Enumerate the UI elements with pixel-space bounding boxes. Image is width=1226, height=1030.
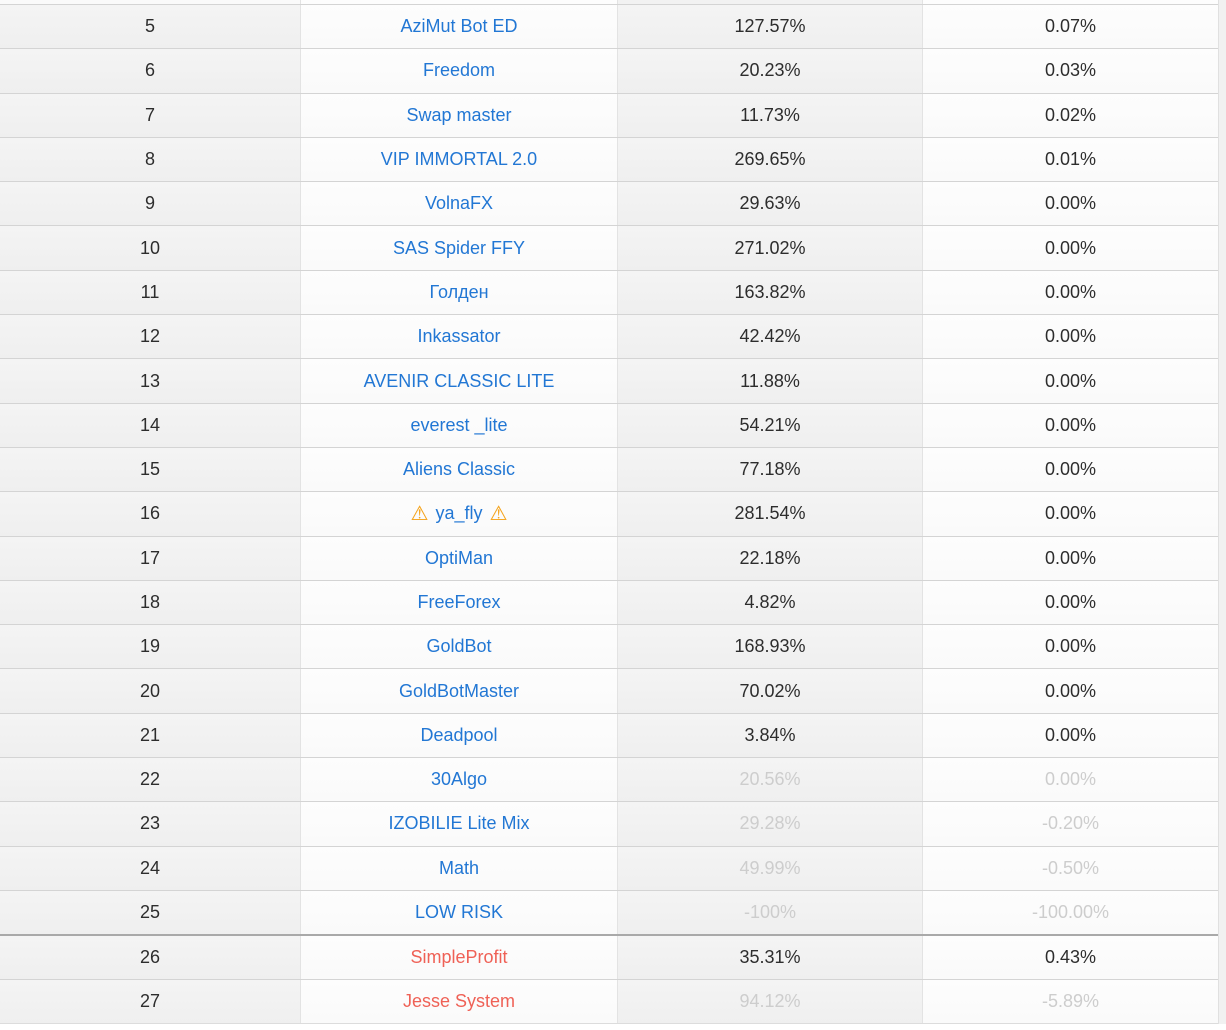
rank-cell: 6 (0, 49, 300, 92)
name-cell (300, 936, 617, 978)
daily-cell: 0.43% (922, 936, 1218, 978)
daily-cell: 0.00% (922, 669, 1218, 712)
name-cell (300, 49, 617, 92)
table-row (0, 181, 1218, 225)
name-cell (300, 5, 617, 48)
daily-cell: 0.00% (922, 359, 1218, 402)
table-row (0, 93, 1218, 137)
daily-cell: 0.00% (922, 448, 1218, 491)
name-cell (300, 714, 617, 757)
table-row (0, 358, 1218, 402)
account-link[interactable]: Jesse System (402, 990, 516, 1011)
name-cell (300, 138, 617, 181)
rank-cell: 22 (0, 758, 300, 801)
rank-cell: 15 (0, 448, 300, 491)
account-link[interactable]: 30Algo (430, 769, 488, 790)
gain-cell: 70.02% (617, 669, 922, 712)
gain-cell: 94.12% (617, 980, 922, 1023)
daily-cell: 0.00% (922, 714, 1218, 757)
gain-cell: 77.18% (617, 448, 922, 491)
table-row (0, 270, 1218, 314)
rank-cell: 26 (0, 936, 300, 978)
gain-cell: 20.56% (617, 758, 922, 801)
table-row (0, 137, 1218, 181)
daily-cell: 0.02% (922, 94, 1218, 137)
rank-cell-partial (0, 0, 300, 4)
table-row (0, 890, 1218, 934)
gain-cell: 35.31% (617, 936, 922, 978)
gain-cell: 42.42% (617, 315, 922, 358)
account-link[interactable]: Swap master (406, 104, 512, 125)
rank-cell: 14 (0, 404, 300, 447)
account-link[interactable]: GoldBotMaster (398, 680, 520, 701)
daily-cell: 0.00% (922, 625, 1218, 668)
rank-cell: 21 (0, 714, 300, 757)
name-cell (300, 537, 617, 580)
gain-cell: 281.54% (617, 492, 922, 535)
account-link[interactable]: Inkassator (417, 326, 501, 347)
rank-cell: 25 (0, 891, 300, 934)
table-row (0, 624, 1218, 668)
gain-cell: 22.18% (617, 537, 922, 580)
rank-cell: 8 (0, 138, 300, 181)
table-row (0, 979, 1218, 1023)
account-link[interactable]: Голден (429, 281, 489, 302)
rank-cell: 7 (0, 94, 300, 137)
gain-cell: 127.57% (617, 5, 922, 48)
daily-cell: 0.03% (922, 49, 1218, 92)
gain-cell: 3.84% (617, 714, 922, 757)
rank-cell: 18 (0, 581, 300, 624)
daily-cell: 0.00% (922, 271, 1218, 314)
gain-cell: 54.21% (617, 404, 922, 447)
account-link[interactable]: GoldBot (426, 636, 492, 657)
rank-cell: 20 (0, 669, 300, 712)
account-link[interactable]: Math (438, 857, 480, 878)
account-link[interactable]: ya_fly (435, 503, 483, 524)
daily-cell: 0.00% (922, 758, 1218, 801)
gain-cell: 11.88% (617, 359, 922, 402)
rank-cell: 10 (0, 226, 300, 269)
daily-cell: 0.00% (922, 315, 1218, 358)
gain-cell: 29.28% (617, 802, 922, 845)
daily-cell: 0.00% (922, 492, 1218, 535)
gain-cell-partial (617, 0, 922, 4)
daily-cell: 0.01% (922, 138, 1218, 181)
name-cell (300, 847, 617, 890)
name-cell (300, 359, 617, 402)
account-link[interactable]: AVENIR CLASSIC LITE (363, 370, 555, 391)
account-link[interactable]: LOW RISK (414, 902, 503, 923)
table-row (0, 491, 1218, 535)
name-cell (300, 492, 617, 535)
rank-cell: 12 (0, 315, 300, 358)
table-row (0, 801, 1218, 845)
table-row (0, 757, 1218, 801)
daily-cell: -5.89% (922, 980, 1218, 1023)
daily-cell: 0.00% (922, 404, 1218, 447)
rank-cell: 11 (0, 271, 300, 314)
gain-cell: 49.99% (617, 847, 922, 890)
name-cell (300, 94, 617, 137)
account-link[interactable]: SimpleProfit (410, 946, 508, 967)
account-link[interactable]: IZOBILIE Lite Mix (388, 813, 530, 834)
name-cell (300, 891, 617, 934)
account-link[interactable]: SAS Spider FFY (392, 237, 526, 258)
name-cell (300, 315, 617, 358)
table-right-edge (1218, 0, 1226, 1024)
gain-cell: 29.63% (617, 182, 922, 225)
rank-cell: 17 (0, 537, 300, 580)
name-cell (300, 669, 617, 712)
table-row (0, 846, 1218, 890)
table-row (0, 447, 1218, 491)
daily-cell: 0.00% (922, 182, 1218, 225)
table-row (0, 713, 1218, 757)
account-link[interactable]: Aliens Classic (402, 459, 516, 480)
warning-icon: ⚠ (489, 502, 508, 525)
rank-cell: 13 (0, 359, 300, 402)
name-cell (300, 404, 617, 447)
table-row (0, 403, 1218, 447)
account-link[interactable]: Deadpool (420, 724, 498, 745)
gain-cell: 269.65% (617, 138, 922, 181)
name-cell (300, 625, 617, 668)
partial-row-above (0, 0, 1218, 4)
table-row (0, 934, 1218, 978)
daily-cell-partial (922, 0, 1218, 4)
daily-cell: 0.07% (922, 5, 1218, 48)
table-row (0, 536, 1218, 580)
name-cell (300, 758, 617, 801)
rank-cell: 27 (0, 980, 300, 1023)
name-cell (300, 581, 617, 624)
account-link[interactable]: Freedom (422, 60, 496, 81)
name-cell (300, 448, 617, 491)
daily-cell: -0.20% (922, 802, 1218, 845)
rank-cell: 23 (0, 802, 300, 845)
rank-cell: 16 (0, 492, 300, 535)
table-row (0, 225, 1218, 269)
daily-cell: -0.50% (922, 847, 1218, 890)
gain-cell: 168.93% (617, 625, 922, 668)
account-link[interactable]: VolnaFX (424, 193, 494, 214)
daily-cell: -100.00% (922, 891, 1218, 934)
table-row (0, 4, 1218, 48)
account-link[interactable]: everest _lite (410, 414, 508, 435)
daily-cell: 0.00% (922, 537, 1218, 580)
rank-cell: 5 (0, 5, 300, 48)
account-link[interactable]: AziMut Bot ED (400, 16, 518, 37)
gain-cell: 163.82% (617, 271, 922, 314)
account-link[interactable]: FreeForex (417, 592, 501, 612)
rank-cell: 9 (0, 182, 300, 225)
table-row (0, 668, 1218, 712)
rank-cell: 19 (0, 625, 300, 668)
gain-cell: 271.02% (617, 226, 922, 269)
name-cell-partial (300, 0, 617, 4)
table-row (0, 314, 1218, 358)
name-cell (300, 226, 617, 269)
rank-cell: 24 (0, 847, 300, 890)
gain-cell: 20.23% (617, 49, 922, 92)
account-link[interactable]: OptiMan (424, 547, 494, 568)
account-link[interactable]: VIP IMMORTAL 2.0 (380, 149, 538, 170)
name-cell (300, 271, 617, 314)
table-row (0, 580, 1218, 624)
name-cell (300, 802, 617, 845)
daily-cell: 0.00% (922, 226, 1218, 269)
daily-cell: 0.00% (922, 581, 1218, 624)
gain-cell: 11.73% (617, 94, 922, 137)
name-cell (300, 980, 617, 1023)
gain-cell: -100% (617, 891, 922, 934)
gain-cell: 4.82% (617, 581, 922, 624)
warning-icon: ⚠ (410, 502, 429, 525)
table-row (0, 48, 1218, 92)
name-cell (300, 182, 617, 225)
